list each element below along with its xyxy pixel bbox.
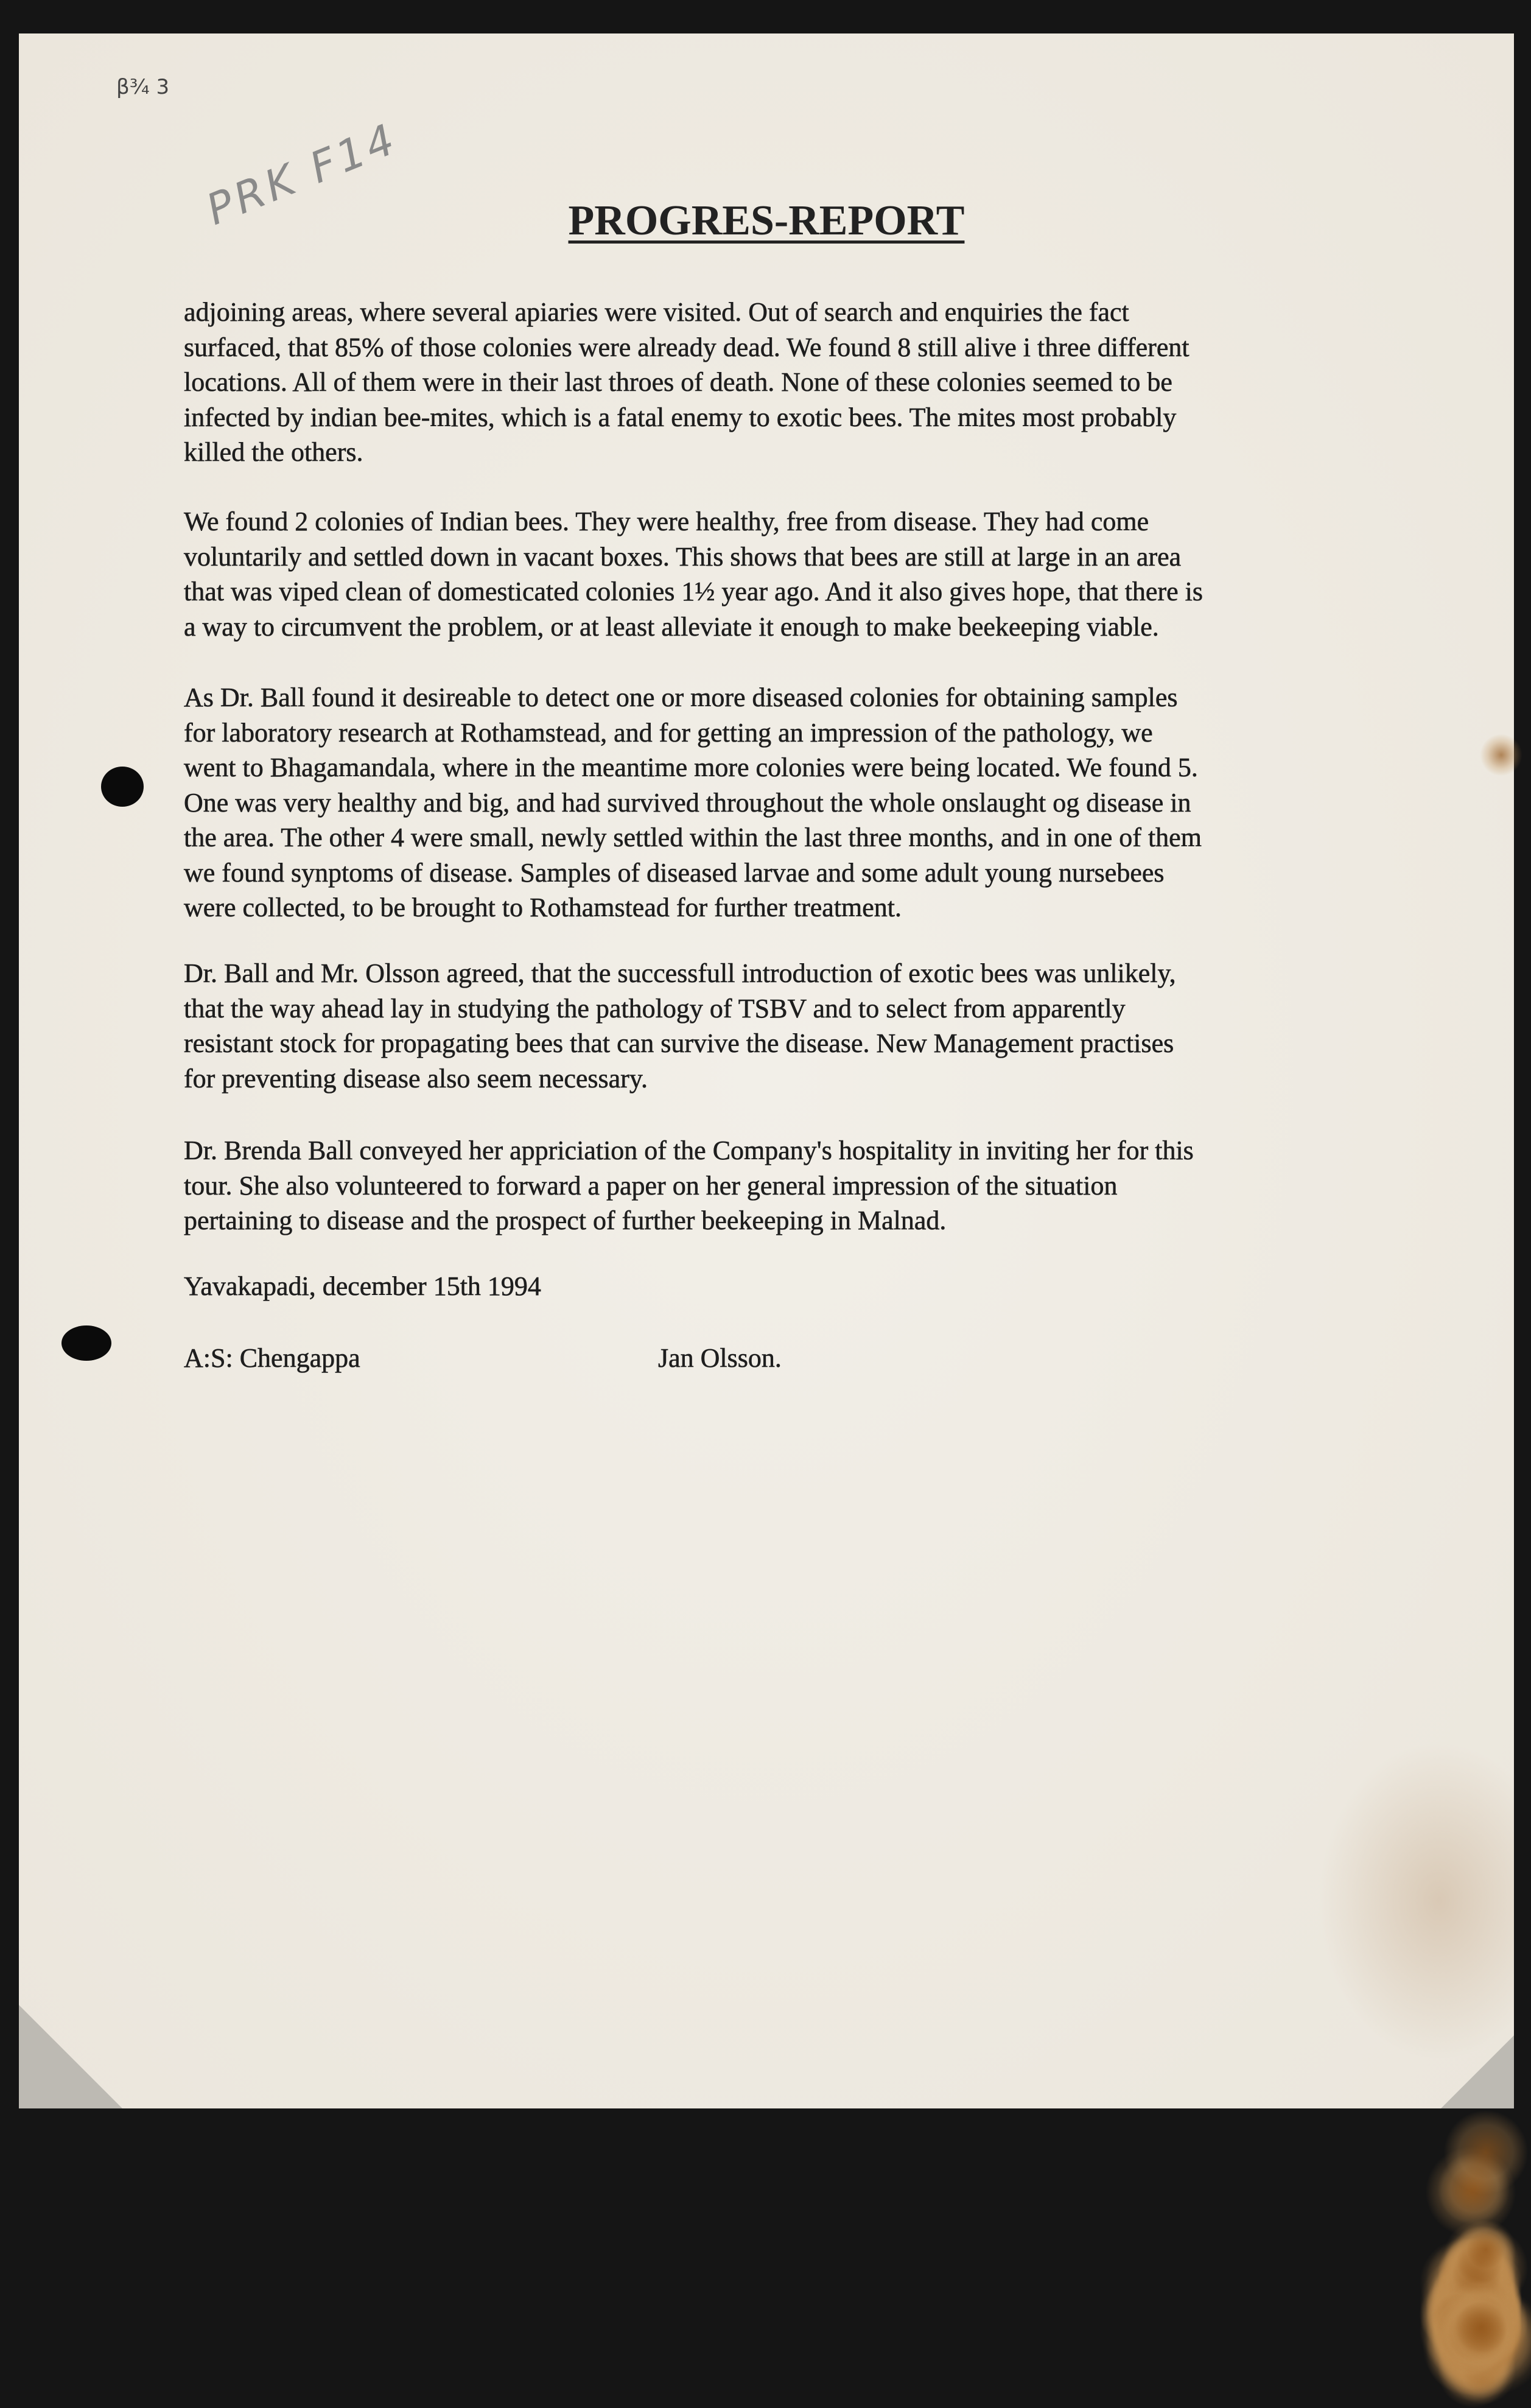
- page-title: [19, 197, 1514, 245]
- text-line: surfaced, that 85% of those colonies were already dead. We found 8 still alive i three different: [184, 332, 1189, 362]
- text-line: killed the others.: [184, 437, 363, 467]
- text-line: that the way ahead lay in studying the pathology of TSBV and to select from apparently: [184, 993, 1126, 1023]
- text-line: tour. She also volunteered to forward a paper on her general impression of the situation: [184, 1170, 1118, 1201]
- text-line: resistant stock for propagating bees that can survive the disease. New Management practises: [184, 1028, 1174, 1058]
- text-line: voluntarily and settled down in vacant boxes. This shows that bees are still at large in an area: [184, 541, 1182, 572]
- text-line: we found synptoms of disease. Samples of diseased larvae and some adult young nursebees: [184, 857, 1165, 888]
- folded-corner: [19, 2005, 122, 2108]
- text-line: One was very healthy and big, and had survived throughout the whole onslaught og disease in: [184, 787, 1191, 818]
- text-line: infected by indian bee-mites, which is a fatal enemy to exotic bees. The mites most probably: [184, 402, 1177, 432]
- margin-note: β¾ 3: [116, 75, 170, 99]
- stain: [1440, 2286, 1522, 2368]
- text-line: a way to circumvent the problem, or at least alleviate it enough to make beekeeping viable.: [184, 611, 1159, 642]
- text-line: were collected, to be brought to Rothamstead for further treatment.: [184, 893, 902, 922]
- text-line: for preventing disease also seem necessary.: [184, 1063, 648, 1093]
- text-line: Dr. Ball and Mr. Olsson agreed, that the successfull introduction of exotic bees was unlikely,: [184, 958, 1176, 988]
- handwritten-note: PRK F14: [199, 113, 405, 235]
- paragraph-2: [184, 504, 1203, 644]
- stain: [1443, 2110, 1529, 2195]
- document-page: [19, 33, 1514, 2108]
- text-line: went to Bhagamandala, where in the meantime more colonies were being located. We found 5.: [184, 753, 1198, 782]
- paragraph-1: [184, 295, 1189, 470]
- paragraph-3: [184, 680, 1202, 925]
- text-line: As Dr. Ball found it desireable to detect one or more diseased colonies for obtaining samples: [184, 683, 1178, 712]
- text-line: pertaining to disease and the prospect of further beekeeping in Malnad.: [184, 1206, 947, 1235]
- text-line: adjoining areas, where several apiaries were visited. Out of search and enquiries the fact: [184, 297, 1129, 327]
- text-line: We found 2 colonies of Indian bees. They were healthy, free from disease. They had come: [184, 507, 1149, 536]
- title-text: PROGRES-REPORT: [568, 197, 965, 244]
- text-line: that was viped clean of domesticated colonies 1½ year ago. And it also gives hope, that there is: [184, 577, 1203, 606]
- folded-corner: [1441, 2035, 1514, 2108]
- text-line: the area. The other 4 were small, newly settled within the last three months, and in one of them: [184, 823, 1202, 852]
- punch-hole: [61, 1325, 111, 1361]
- text-line: Dr. Brenda Ball conveyed her appriciation of the Company's hospitality in inviting her for this: [184, 1136, 1194, 1165]
- paragraph-4: [184, 956, 1176, 1096]
- signatory-olsson: Jan Olsson.: [658, 1343, 782, 1373]
- text-line: locations. All of them were in their last throes of death. None of these colonies seemed to be: [184, 367, 1172, 397]
- text-line: for laboratory research at Rothamstead, and for getting an impression of the pathology, we: [184, 717, 1153, 748]
- place-date: Yavakapadi, december 15th 1994: [184, 1271, 541, 1301]
- punch-hole: [101, 767, 144, 807]
- signatory-chengappa: A:S: Chengappa: [184, 1343, 360, 1373]
- stain: [1480, 734, 1522, 776]
- paragraph-5: [184, 1133, 1194, 1238]
